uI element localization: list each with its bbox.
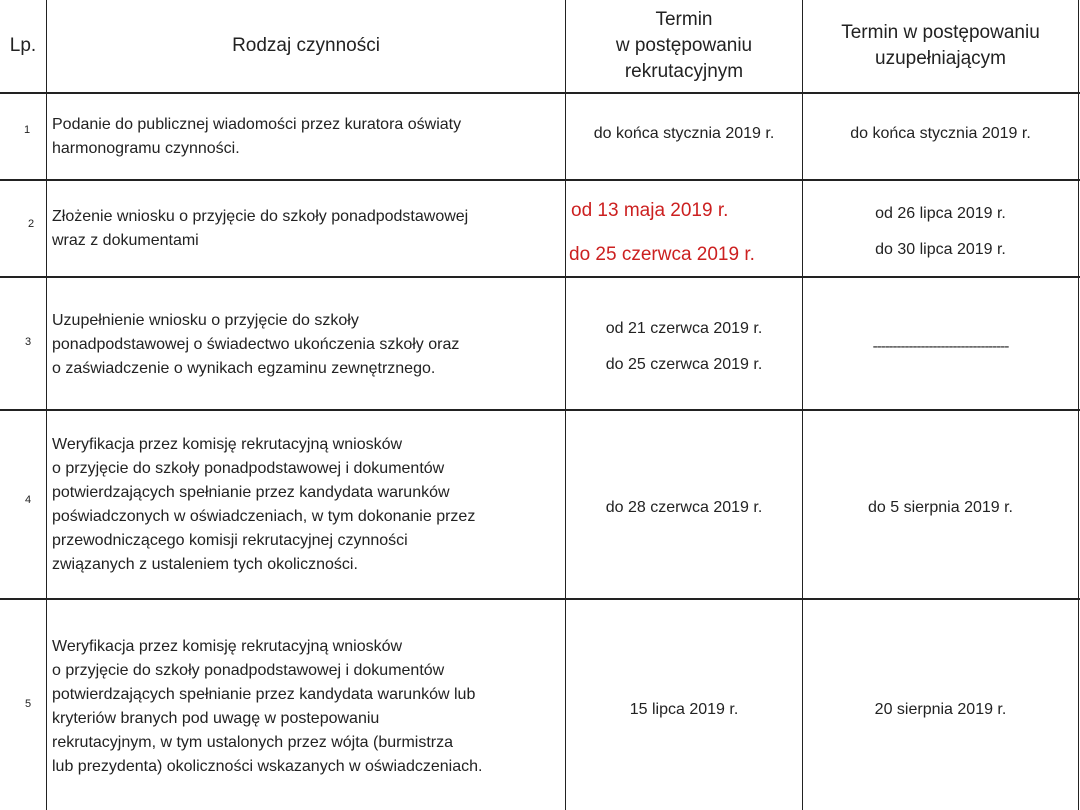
row-divider (0, 276, 1080, 278)
row-number: 4 (25, 494, 32, 506)
column-divider (46, 0, 47, 810)
row-number: 2 (28, 218, 35, 230)
row-number: 1 (24, 124, 31, 136)
row-divider (0, 179, 1080, 181)
recruitment-term: do 28 czerwca 2019 r. (605, 499, 763, 516)
column-divider (1078, 0, 1079, 810)
header-term-recruitment: Termin w postępowaniu rekrutacyjnym (615, 9, 753, 82)
header-term-supplementary: Termin w postępowaniu uzupełniającym (841, 22, 1040, 69)
row-divider (0, 409, 1080, 411)
recruitment-term-end: do 25 czerwca 2019 r. (605, 356, 763, 373)
header-lp: Lp. (9, 35, 37, 56)
activity-description: Weryfikacja przez komisję rekrutacyjną wniosków o przyjęcie do szkoły ponadpodstawowej i dokumentów potwierdzających spełnianie przez kandydata warunków lub kryteriów branych pod uwagę w postepowaniu rekrutacyjnym, w tym ustalonych przez wójta (burmistrza lub prezydenta) okoliczności wskazanych w oświadczeniach. (52, 638, 483, 775)
activity-description: Weryfikacja przez komisję rekrutacyjną wniosków o przyjęcie do szkoły ponadpodstawowej i dokumentów potwierdzających spełnianie przez kandydata warunków poświadczonych w oświadczeniach, w tym dokonanie przez przewodniczącego komisji rekrutacyjnej czynności związanych z ustaleniem tych okoliczności. (52, 436, 476, 573)
activity-description: Złożenie wniosku o przyjęcie do szkoły ponadpodstawowej wraz z dokumentami (52, 208, 469, 249)
recruitment-term: 15 lipca 2019 r. (629, 701, 739, 718)
row-divider (0, 598, 1080, 600)
activity-description: Podanie do publicznej wiadomości przez kuratora oświaty harmonogramu czynności. (52, 116, 462, 157)
recruitment-term-start: od 21 czerwca 2019 r. (605, 320, 763, 337)
supplementary-term-none: ---------------------------------- (872, 337, 1009, 355)
row-divider (0, 92, 1080, 94)
recruitment-term-start: od 13 maja 2019 r. (571, 200, 729, 221)
row-number: 5 (25, 698, 32, 710)
activity-description: Uzupełnienie wniosku o przyjęcie do szkoły ponadpodstawowej o świadectwo ukończenia szkoły oraz o zaświadczenie o wynikach egzaminu zewnętrznego. (52, 312, 460, 377)
header-activity: Rodzaj czynności (232, 35, 380, 56)
supplementary-term: 20 sierpnia 2019 r. (874, 701, 1007, 718)
supplementary-term-end: do 30 lipca 2019 r. (875, 241, 1006, 258)
recruitment-term-end: do 25 czerwca 2019 r. (569, 244, 755, 265)
recruitment-term: do końca stycznia 2019 r. (593, 125, 775, 142)
row-number: 3 (25, 336, 32, 348)
supplementary-term-start: od 26 lipca 2019 r. (875, 205, 1006, 222)
supplementary-term: do końca stycznia 2019 r. (850, 125, 1031, 142)
supplementary-term: do 5 sierpnia 2019 r. (868, 499, 1013, 516)
